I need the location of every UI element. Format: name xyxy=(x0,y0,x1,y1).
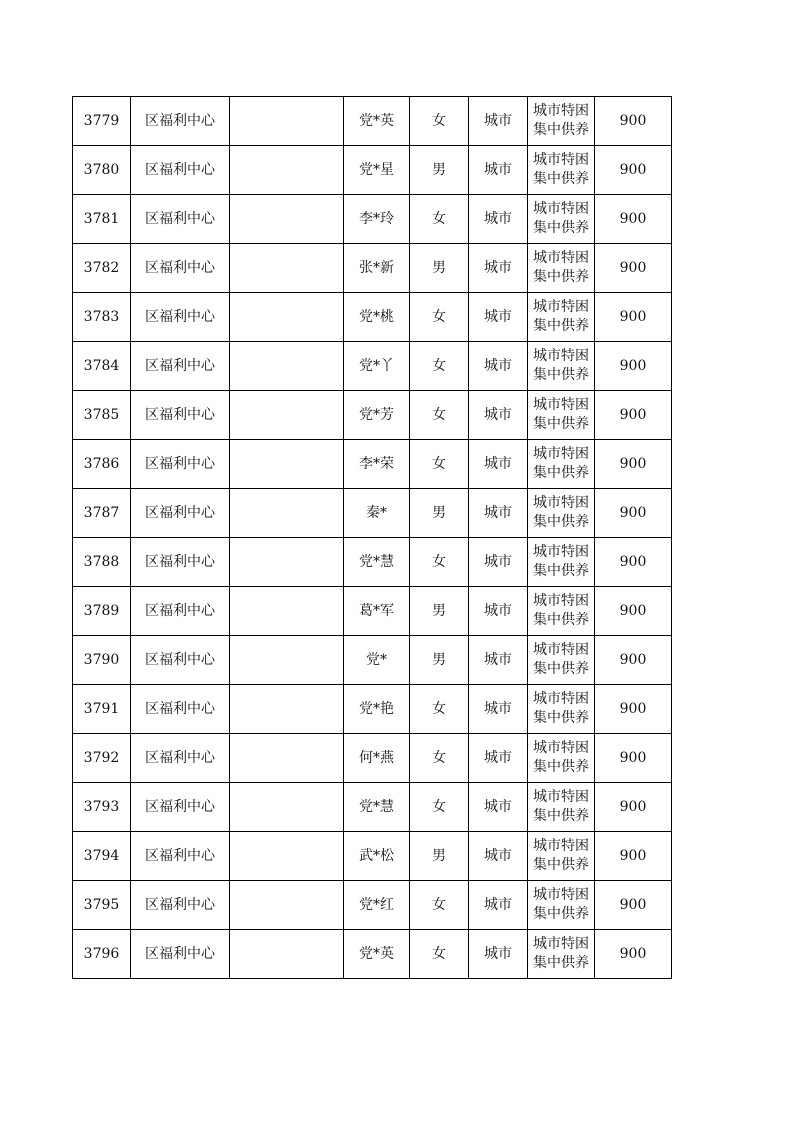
area-type-cell: 城市 xyxy=(469,636,528,685)
institution-cell: 区福利中心 xyxy=(131,636,230,685)
support-type-line-2: 集中供养 xyxy=(533,808,589,824)
amount-cell: 900 xyxy=(595,342,672,391)
gender-cell: 女 xyxy=(410,783,469,832)
support-type-cell xyxy=(528,489,595,538)
area-type-cell: 城市 xyxy=(469,342,528,391)
table-row xyxy=(73,244,672,293)
person-name-cell: 党*慧 xyxy=(344,538,410,587)
empty-cell xyxy=(230,832,344,881)
gender-cell: 男 xyxy=(410,489,469,538)
institution-cell: 区福利中心 xyxy=(131,489,230,538)
empty-cell xyxy=(230,930,344,979)
empty-cell xyxy=(230,146,344,195)
area-type-cell: 城市 xyxy=(469,195,528,244)
area-type-cell: 城市 xyxy=(469,587,528,636)
table-row xyxy=(73,195,672,244)
person-name-cell: 党* xyxy=(344,636,410,685)
gender-cell: 男 xyxy=(410,636,469,685)
area-type-cell: 城市 xyxy=(469,538,528,587)
record-number-cell: 3792 xyxy=(73,734,131,783)
empty-cell xyxy=(230,734,344,783)
records-table xyxy=(72,96,672,979)
area-type-cell: 城市 xyxy=(469,440,528,489)
support-type-line-1: 城市特困 xyxy=(533,446,589,462)
gender-cell: 女 xyxy=(410,685,469,734)
gender-cell: 女 xyxy=(410,538,469,587)
gender-cell: 女 xyxy=(410,734,469,783)
area-type-cell: 城市 xyxy=(469,832,528,881)
amount-cell: 900 xyxy=(595,881,672,930)
record-number-cell: 3794 xyxy=(73,832,131,881)
institution-cell: 区福利中心 xyxy=(131,293,230,342)
amount-cell: 900 xyxy=(595,636,672,685)
support-type-line-1: 城市特困 xyxy=(533,348,589,364)
support-type-line-1: 城市特困 xyxy=(533,544,589,560)
table-row xyxy=(73,930,672,979)
table-row xyxy=(73,489,672,538)
support-type-cell xyxy=(528,146,595,195)
support-type-line-1: 城市特困 xyxy=(533,936,589,952)
institution-cell: 区福利中心 xyxy=(131,832,230,881)
empty-cell xyxy=(230,881,344,930)
support-type-cell xyxy=(528,391,595,440)
record-number-cell: 3787 xyxy=(73,489,131,538)
area-type-cell: 城市 xyxy=(469,244,528,293)
support-type-line-2: 集中供养 xyxy=(533,514,589,530)
support-type-line-1: 城市特困 xyxy=(533,593,589,609)
support-type-cell xyxy=(528,881,595,930)
gender-cell: 女 xyxy=(410,440,469,489)
empty-cell xyxy=(230,97,344,146)
support-type-cell xyxy=(528,587,595,636)
support-type-cell xyxy=(528,636,595,685)
gender-cell: 女 xyxy=(410,342,469,391)
empty-cell xyxy=(230,685,344,734)
area-type-cell: 城市 xyxy=(469,391,528,440)
support-type-cell xyxy=(528,832,595,881)
table-row xyxy=(73,146,672,195)
institution-cell: 区福利中心 xyxy=(131,244,230,293)
table-row xyxy=(73,293,672,342)
support-type-line-1: 城市特困 xyxy=(533,152,589,168)
person-name-cell: 党*英 xyxy=(344,97,410,146)
support-type-line-2: 集中供养 xyxy=(533,955,589,971)
table-row xyxy=(73,440,672,489)
support-type-cell xyxy=(528,244,595,293)
table-row xyxy=(73,342,672,391)
support-type-line-2: 集中供养 xyxy=(533,710,589,726)
support-type-line-2: 集中供养 xyxy=(533,759,589,775)
support-type-line-2: 集中供养 xyxy=(533,465,589,481)
table-row xyxy=(73,538,672,587)
support-type-line-2: 集中供养 xyxy=(533,906,589,922)
amount-cell: 900 xyxy=(595,587,672,636)
gender-cell: 女 xyxy=(410,195,469,244)
record-number-cell: 3781 xyxy=(73,195,131,244)
support-type-line-1: 城市特困 xyxy=(533,887,589,903)
amount-cell: 900 xyxy=(595,783,672,832)
person-name-cell: 党*慧 xyxy=(344,783,410,832)
support-type-cell xyxy=(528,293,595,342)
records-table-body xyxy=(73,97,672,979)
support-type-line-1: 城市特困 xyxy=(533,397,589,413)
empty-cell xyxy=(230,538,344,587)
area-type-cell: 城市 xyxy=(469,685,528,734)
gender-cell: 男 xyxy=(410,244,469,293)
support-type-line-1: 城市特困 xyxy=(533,691,589,707)
record-number-cell: 3780 xyxy=(73,146,131,195)
area-type-cell: 城市 xyxy=(469,881,528,930)
person-name-cell: 党*桃 xyxy=(344,293,410,342)
support-type-line-1: 城市特困 xyxy=(533,250,589,266)
empty-cell xyxy=(230,783,344,832)
institution-cell: 区福利中心 xyxy=(131,146,230,195)
record-number-cell: 3796 xyxy=(73,930,131,979)
support-type-cell xyxy=(528,734,595,783)
support-type-line-2: 集中供养 xyxy=(533,563,589,579)
institution-cell: 区福利中心 xyxy=(131,881,230,930)
support-type-line-1: 城市特困 xyxy=(533,789,589,805)
support-type-line-1: 城市特困 xyxy=(533,299,589,315)
support-type-line-2: 集中供养 xyxy=(533,661,589,677)
support-type-line-2: 集中供养 xyxy=(533,857,589,873)
amount-cell: 900 xyxy=(595,489,672,538)
record-number-cell: 3782 xyxy=(73,244,131,293)
person-name-cell: 李*荣 xyxy=(344,440,410,489)
table-row xyxy=(73,734,672,783)
support-type-line-1: 城市特困 xyxy=(533,642,589,658)
support-type-cell xyxy=(528,97,595,146)
area-type-cell: 城市 xyxy=(469,783,528,832)
record-number-cell: 3788 xyxy=(73,538,131,587)
area-type-cell: 城市 xyxy=(469,734,528,783)
empty-cell xyxy=(230,342,344,391)
empty-cell xyxy=(230,195,344,244)
empty-cell xyxy=(230,489,344,538)
gender-cell: 男 xyxy=(410,587,469,636)
institution-cell: 区福利中心 xyxy=(131,97,230,146)
gender-cell: 女 xyxy=(410,930,469,979)
person-name-cell: 武*松 xyxy=(344,832,410,881)
person-name-cell: 党*红 xyxy=(344,881,410,930)
institution-cell: 区福利中心 xyxy=(131,783,230,832)
support-type-cell xyxy=(528,342,595,391)
table-row xyxy=(73,587,672,636)
institution-cell: 区福利中心 xyxy=(131,391,230,440)
empty-cell xyxy=(230,636,344,685)
area-type-cell: 城市 xyxy=(469,146,528,195)
support-type-cell xyxy=(528,440,595,489)
support-type-line-2: 集中供养 xyxy=(533,122,589,138)
person-name-cell: 何*燕 xyxy=(344,734,410,783)
amount-cell: 900 xyxy=(595,146,672,195)
amount-cell: 900 xyxy=(595,685,672,734)
person-name-cell: 李*玲 xyxy=(344,195,410,244)
table-row xyxy=(73,783,672,832)
support-type-line-2: 集中供养 xyxy=(533,367,589,383)
gender-cell: 男 xyxy=(410,146,469,195)
support-type-line-1: 城市特困 xyxy=(533,838,589,854)
gender-cell: 女 xyxy=(410,391,469,440)
support-type-line-2: 集中供养 xyxy=(533,269,589,285)
institution-cell: 区福利中心 xyxy=(131,930,230,979)
institution-cell: 区福利中心 xyxy=(131,538,230,587)
table-row xyxy=(73,685,672,734)
support-type-line-2: 集中供养 xyxy=(533,171,589,187)
person-name-cell: 葛*军 xyxy=(344,587,410,636)
support-type-line-1: 城市特困 xyxy=(533,103,589,119)
amount-cell: 900 xyxy=(595,930,672,979)
person-name-cell: 张*新 xyxy=(344,244,410,293)
support-type-line-2: 集中供养 xyxy=(533,220,589,236)
support-type-line-2: 集中供养 xyxy=(533,416,589,432)
amount-cell: 900 xyxy=(595,440,672,489)
support-type-line-1: 城市特困 xyxy=(533,740,589,756)
person-name-cell: 党*星 xyxy=(344,146,410,195)
empty-cell xyxy=(230,587,344,636)
support-type-cell xyxy=(528,195,595,244)
table-row xyxy=(73,97,672,146)
person-name-cell: 秦* xyxy=(344,489,410,538)
institution-cell: 区福利中心 xyxy=(131,195,230,244)
area-type-cell: 城市 xyxy=(469,293,528,342)
amount-cell: 900 xyxy=(595,734,672,783)
table-row xyxy=(73,832,672,881)
support-type-cell xyxy=(528,930,595,979)
table-row xyxy=(73,636,672,685)
amount-cell: 900 xyxy=(595,391,672,440)
amount-cell: 900 xyxy=(595,195,672,244)
record-number-cell: 3795 xyxy=(73,881,131,930)
institution-cell: 区福利中心 xyxy=(131,440,230,489)
table-row xyxy=(73,881,672,930)
gender-cell: 女 xyxy=(410,97,469,146)
record-number-cell: 3779 xyxy=(73,97,131,146)
amount-cell: 900 xyxy=(595,832,672,881)
record-number-cell: 3785 xyxy=(73,391,131,440)
record-number-cell: 3791 xyxy=(73,685,131,734)
person-name-cell: 党*英 xyxy=(344,930,410,979)
institution-cell: 区福利中心 xyxy=(131,342,230,391)
area-type-cell: 城市 xyxy=(469,930,528,979)
gender-cell: 男 xyxy=(410,832,469,881)
support-type-cell xyxy=(528,783,595,832)
institution-cell: 区福利中心 xyxy=(131,587,230,636)
support-type-cell xyxy=(528,685,595,734)
institution-cell: 区福利中心 xyxy=(131,734,230,783)
person-name-cell: 党*芳 xyxy=(344,391,410,440)
support-type-line-1: 城市特困 xyxy=(533,201,589,217)
table-row xyxy=(73,391,672,440)
record-number-cell: 3789 xyxy=(73,587,131,636)
record-number-cell: 3783 xyxy=(73,293,131,342)
empty-cell xyxy=(230,391,344,440)
record-number-cell: 3784 xyxy=(73,342,131,391)
person-name-cell: 党*丫 xyxy=(344,342,410,391)
support-type-line-2: 集中供养 xyxy=(533,318,589,334)
support-type-line-1: 城市特困 xyxy=(533,495,589,511)
record-number-cell: 3790 xyxy=(73,636,131,685)
amount-cell: 900 xyxy=(595,293,672,342)
record-number-cell: 3786 xyxy=(73,440,131,489)
person-name-cell: 党*艳 xyxy=(344,685,410,734)
empty-cell xyxy=(230,244,344,293)
empty-cell xyxy=(230,293,344,342)
amount-cell: 900 xyxy=(595,244,672,293)
area-type-cell: 城市 xyxy=(469,97,528,146)
gender-cell: 女 xyxy=(410,293,469,342)
empty-cell xyxy=(230,440,344,489)
support-type-line-2: 集中供养 xyxy=(533,612,589,628)
amount-cell: 900 xyxy=(595,538,672,587)
area-type-cell: 城市 xyxy=(469,489,528,538)
amount-cell: 900 xyxy=(595,97,672,146)
record-number-cell: 3793 xyxy=(73,783,131,832)
support-type-cell xyxy=(528,538,595,587)
gender-cell: 女 xyxy=(410,881,469,930)
institution-cell: 区福利中心 xyxy=(131,685,230,734)
